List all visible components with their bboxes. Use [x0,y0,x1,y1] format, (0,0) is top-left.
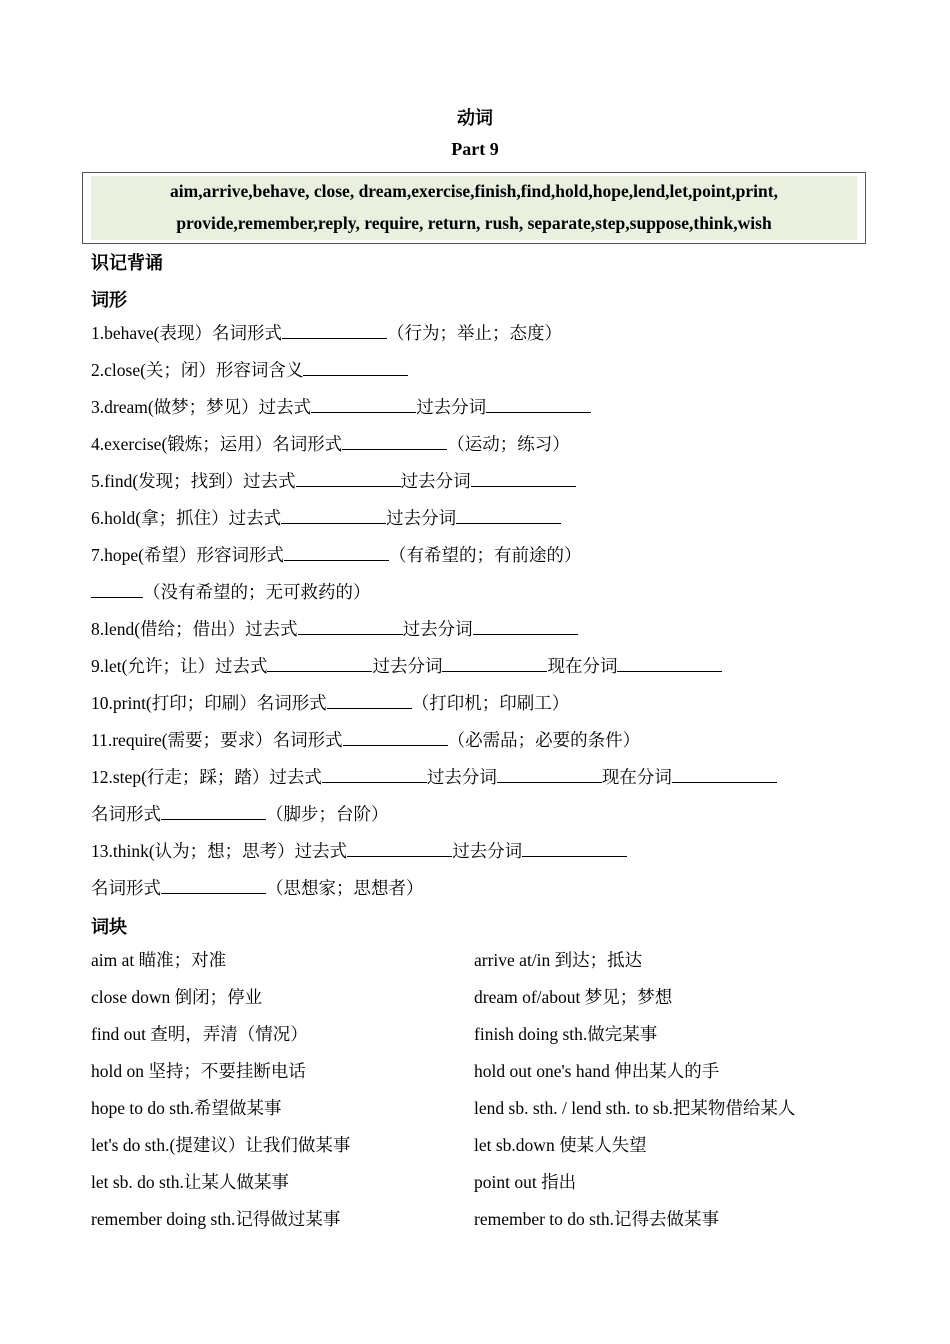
section-word-forms: 词形 [91,290,127,311]
answer-blank[interactable] [161,875,266,894]
exercise-line-9: 9.let(允许；让）过去式 过去分词 现在分词 [91,653,722,678]
exercise-line-6: 6.hold(拿；抓住）过去式 过去分词 [91,505,561,530]
page-title: 动词 [457,108,493,128]
word-list-box [82,172,866,244]
answer-blank[interactable] [497,764,602,783]
answer-blank[interactable] [456,505,561,524]
exercise-line-12: 12.step(行走；踩；踏）过去式 过去分词 现在分词 [91,764,777,789]
phrase-item: aim at 瞄准；对准 [91,950,227,970]
exercise-line-5: 5.find(发现；找到）过去式 过去分词 [91,468,576,493]
exercise-line-11: 11.require(需要；要求）名词形式 （必需品；必要的条件） [91,727,640,752]
section-phrases: 词块 [91,917,127,938]
word-list-line-1: aim,arrive,behave, close, dream,exercise,finish,find,hold,hope,lend,let,point,print, [170,181,778,201]
answer-blank[interactable] [486,394,591,413]
phrase-item: dream of/about 梦见；梦想 [474,987,673,1007]
word-list-line-2: provide,remember,reply, require, return, rush, separate,step,suppose,think,wish [176,213,772,233]
exercise-line-8: 8.lend(借给；借出）过去式 过去分词 [91,616,578,641]
section-recite: 识记背诵 [91,253,163,274]
phrase-item: let's do sth.(提建议）让我们做某事 [91,1135,351,1155]
answer-blank[interactable] [327,690,412,709]
exercise-line-3: 3.dream(做梦；梦见）过去式 过去分词 [91,394,591,419]
phrase-item: let sb.down 使某人失望 [474,1135,647,1155]
phrase-item: hope to do sth.希望做某事 [91,1098,282,1118]
phrase-item: arrive at/in 到达；抵达 [474,950,643,970]
phrase-item: hold out one's hand 伸出某人的手 [474,1061,720,1081]
answer-blank[interactable] [322,764,427,783]
phrase-item: lend sb. sth. / lend sth. to sb.把某物借给某人 [474,1098,796,1118]
phrase-item: remember doing sth.记得做过某事 [91,1209,341,1229]
phrase-item: let sb. do sth.让某人做某事 [91,1172,289,1192]
answer-blank[interactable] [296,468,401,487]
answer-blank[interactable] [442,653,547,672]
answer-blank[interactable] [267,653,372,672]
answer-blank[interactable] [303,357,408,376]
answer-blank[interactable] [617,653,722,672]
exercise-line-10: 10.print(打印；印刷）名词形式 （打印机；印刷工） [91,690,569,715]
answer-blank[interactable] [471,468,576,487]
exercise-line-13: 13.think(认为；想；思考）过去式 过去分词 [91,838,627,863]
phrase-item: close down 倒闭；停业 [91,987,263,1007]
answer-blank[interactable] [284,542,389,561]
phrase-item: hold on 坚持；不要挂断电话 [91,1061,306,1081]
answer-blank[interactable] [342,431,447,450]
answer-blank[interactable] [298,616,403,635]
exercise-line-13-cont: 名词形式 （思想家；思想者） [91,875,424,900]
answer-blank[interactable] [347,838,452,857]
phrase-item: finish doing sth.做完某事 [474,1024,658,1044]
answer-blank[interactable] [343,727,448,746]
answer-blank[interactable] [473,616,578,635]
answer-blank[interactable] [91,579,143,598]
answer-blank[interactable] [161,801,266,820]
answer-blank[interactable] [311,394,416,413]
phrase-item: point out 指出 [474,1172,577,1192]
page-subtitle: Part 9 [451,139,499,159]
phrase-item: remember to do sth.记得去做某事 [474,1209,719,1229]
answer-blank[interactable] [282,320,387,339]
answer-blank[interactable] [672,764,777,783]
exercise-line-7-cont: （没有希望的；无可救药的） [91,579,371,604]
word-list-highlight [91,176,857,240]
exercise-line-1: 1.behave(表现）名词形式 （行为；举止；态度） [91,320,562,345]
exercise-line-4: 4.exercise(锻炼；运用）名词形式 （运动；练习） [91,431,570,456]
answer-blank[interactable] [522,838,627,857]
exercise-line-7: 7.hope(希望）形容词形式 （有希望的；有前途的） [91,542,581,567]
exercise-line-12-cont: 名词形式 （脚步；台阶） [91,801,389,826]
answer-blank[interactable] [281,505,386,524]
phrase-item: find out 查明，弄清（情况） [91,1024,308,1044]
exercise-line-2: 2.close(关；闭）形容词含义 [91,357,408,382]
